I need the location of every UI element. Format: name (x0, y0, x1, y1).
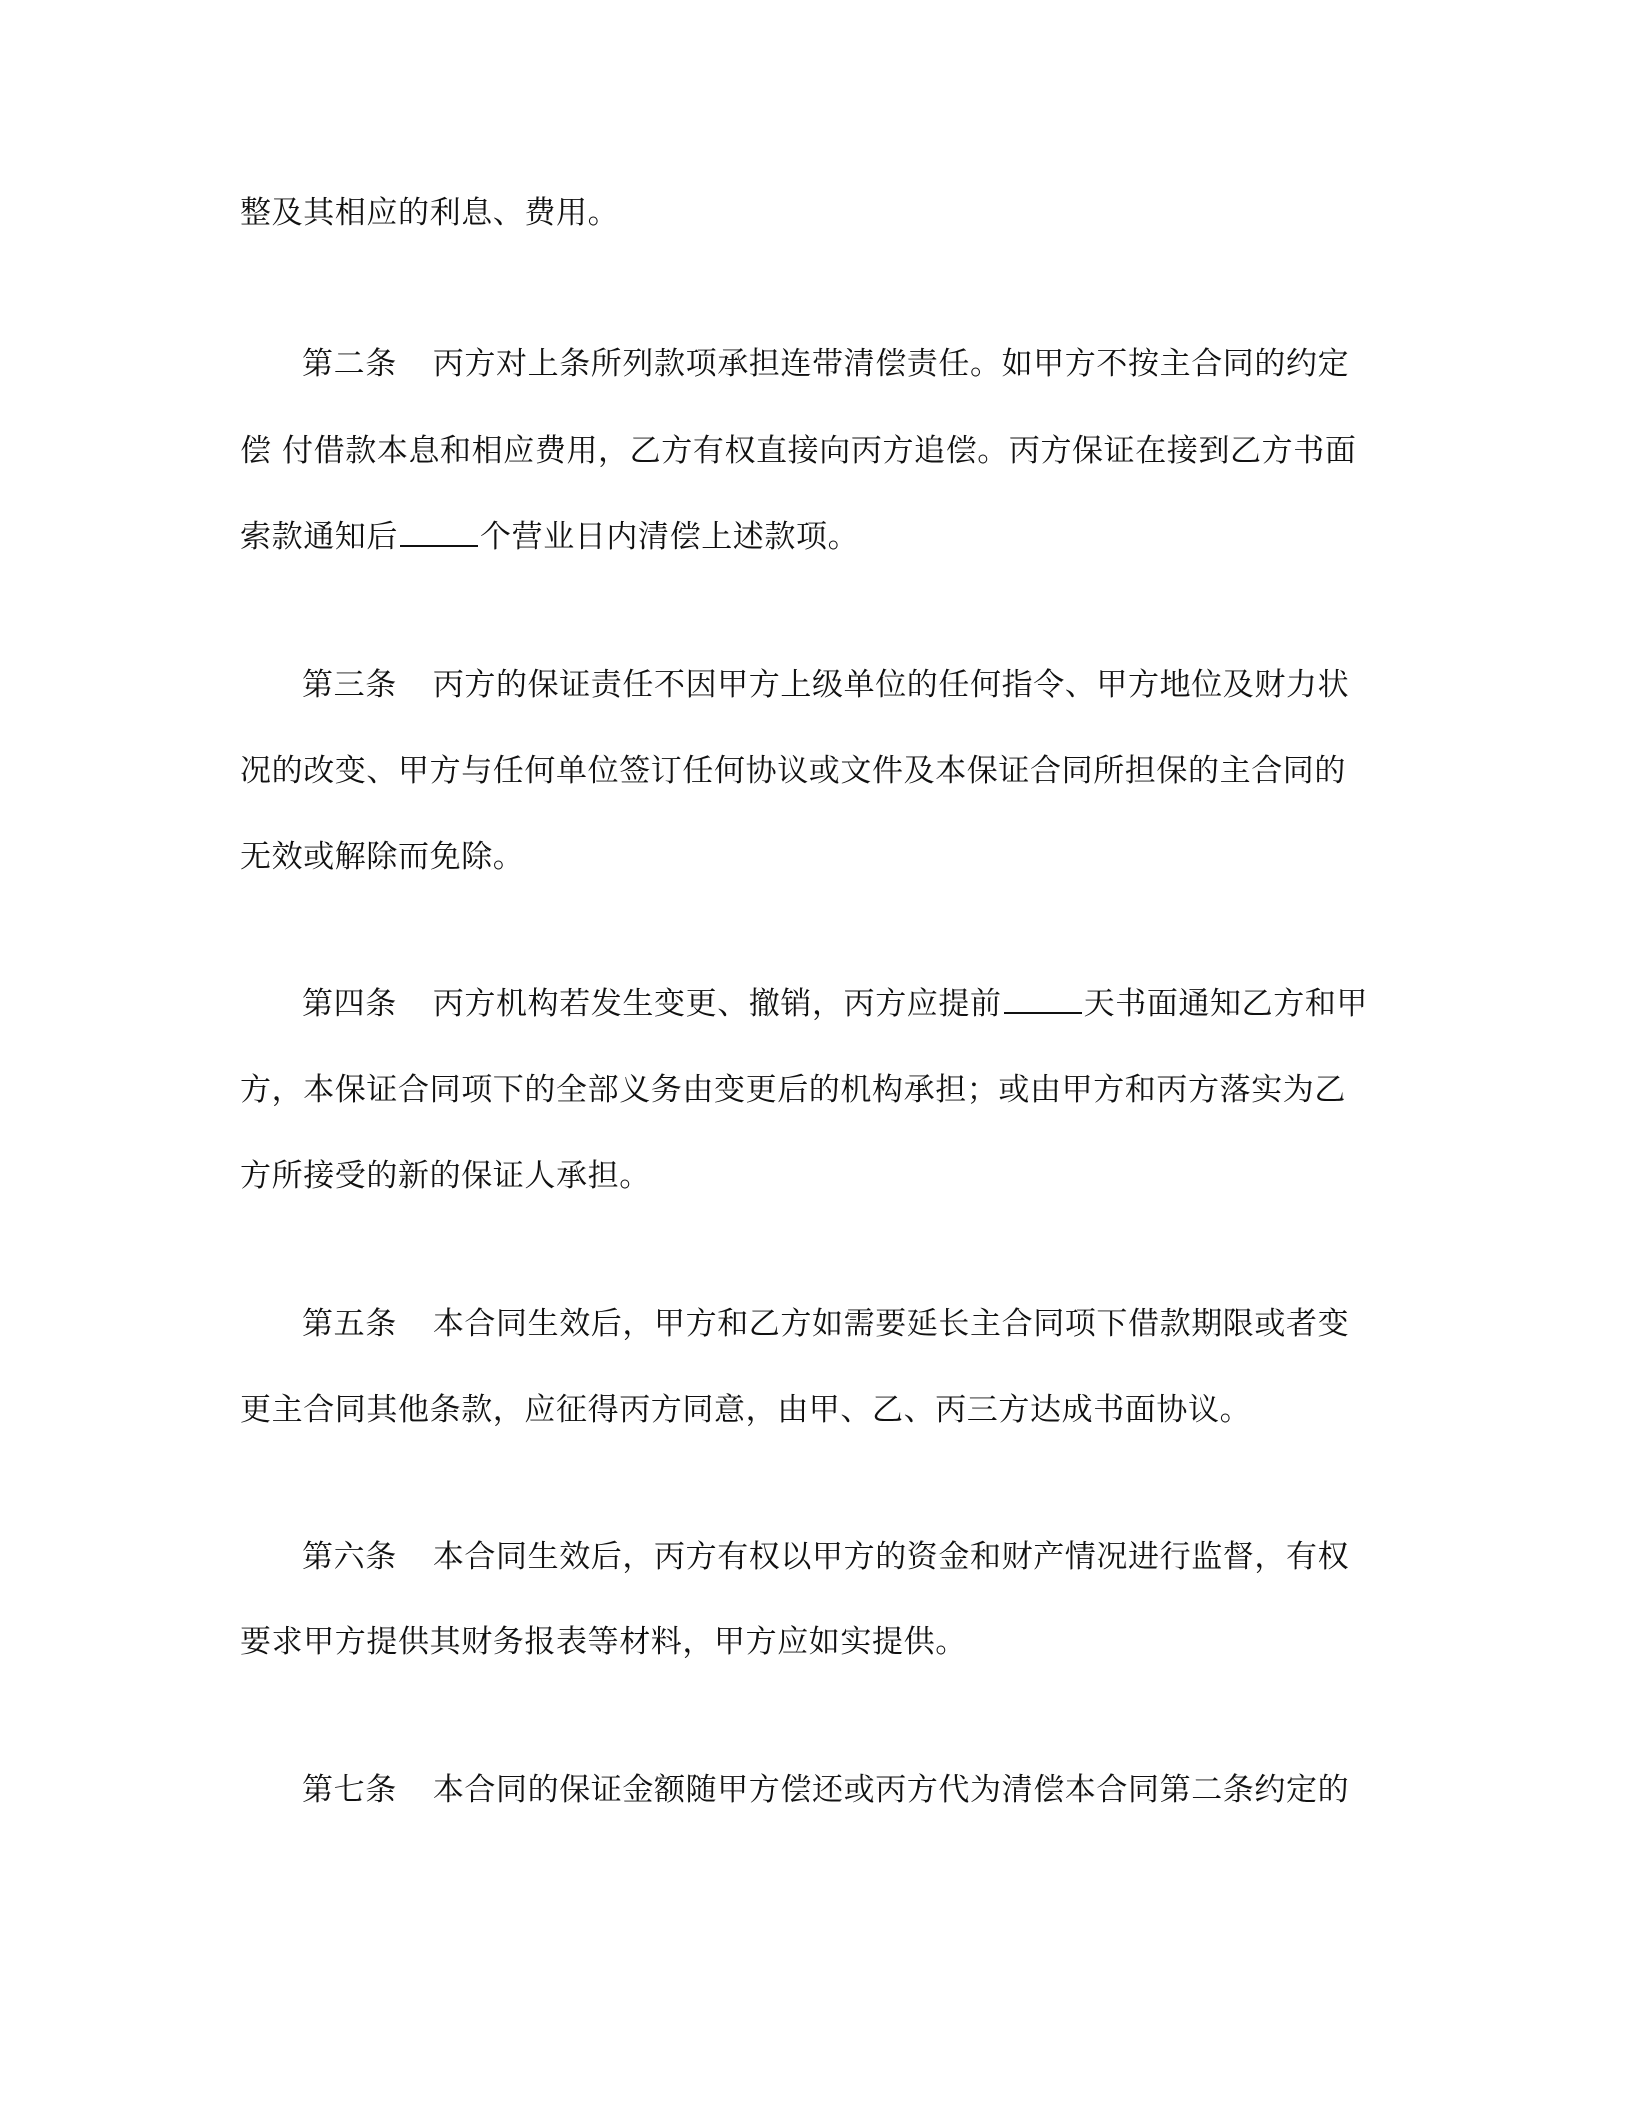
text-line: 整及其相应的利息、费用。 (240, 195, 620, 231)
article-4-line-2: 方，本保证合同项下的全部义务由变更后的机构承担；或由甲方和丙方落实为乙 (240, 1072, 1346, 1108)
article-5-line-1: 第五条 本合同生效后，甲方和乙方如需要延长主合同项下借款期限或者变 (302, 1306, 1350, 1342)
fill-in-blank[interactable] (400, 517, 478, 547)
article-number: 第五条 (302, 1306, 397, 1342)
article-6-line-1: 第六条 本合同生效后，丙方有权以甲方的资金和财产情况进行监督，有权 (302, 1539, 1350, 1575)
article-2-line-1: 第二条 丙方对上条所列款项承担连带清偿责任。如甲方不按主合同的约定 (302, 346, 1350, 382)
article-2-line-2: 偿 付借款本息和相应费用，乙方有权直接向丙方追偿。丙方保证在接到乙方书面 (240, 433, 1357, 469)
article-3-line-3: 无效或解除而免除。 (240, 839, 525, 875)
article-number: 第七条 (302, 1772, 397, 1808)
article-4-line-1: 第四条 丙方机构若发生变更、撤销，丙方应提前 天书面通知乙方和甲 (302, 986, 1369, 1022)
fill-in-blank[interactable] (1004, 984, 1082, 1014)
article-5-line-2: 更主合同其他条款，应征得丙方同意，由甲、乙、丙三方达成书面协议。 (240, 1392, 1252, 1428)
article-number: 第四条 (302, 986, 397, 1022)
article-3-line-2: 况的改变、甲方与任何单位签订任何协议或文件及本保证合同所担保的主合同的 (240, 753, 1346, 789)
article-3-line-1: 第三条 丙方的保证责任不因甲方上级单位的任何指令、甲方地位及财力状 (302, 667, 1350, 703)
article-2-line-3: 索款通知后 个营业日内清偿上述款项。 (240, 519, 860, 555)
article-number: 第三条 (302, 667, 397, 703)
article-4-line-3: 方所接受的新的保证人承担。 (240, 1158, 651, 1194)
article-6-line-2: 要求甲方提供其财务报表等材料，甲方应如实提供。 (240, 1624, 967, 1660)
article-7-line-1: 第七条 本合同的保证金额随甲方偿还或丙方代为清偿本合同第二条约定的 (302, 1772, 1350, 1808)
article-number: 第二条 (302, 346, 397, 382)
article-number: 第六条 (302, 1539, 397, 1575)
